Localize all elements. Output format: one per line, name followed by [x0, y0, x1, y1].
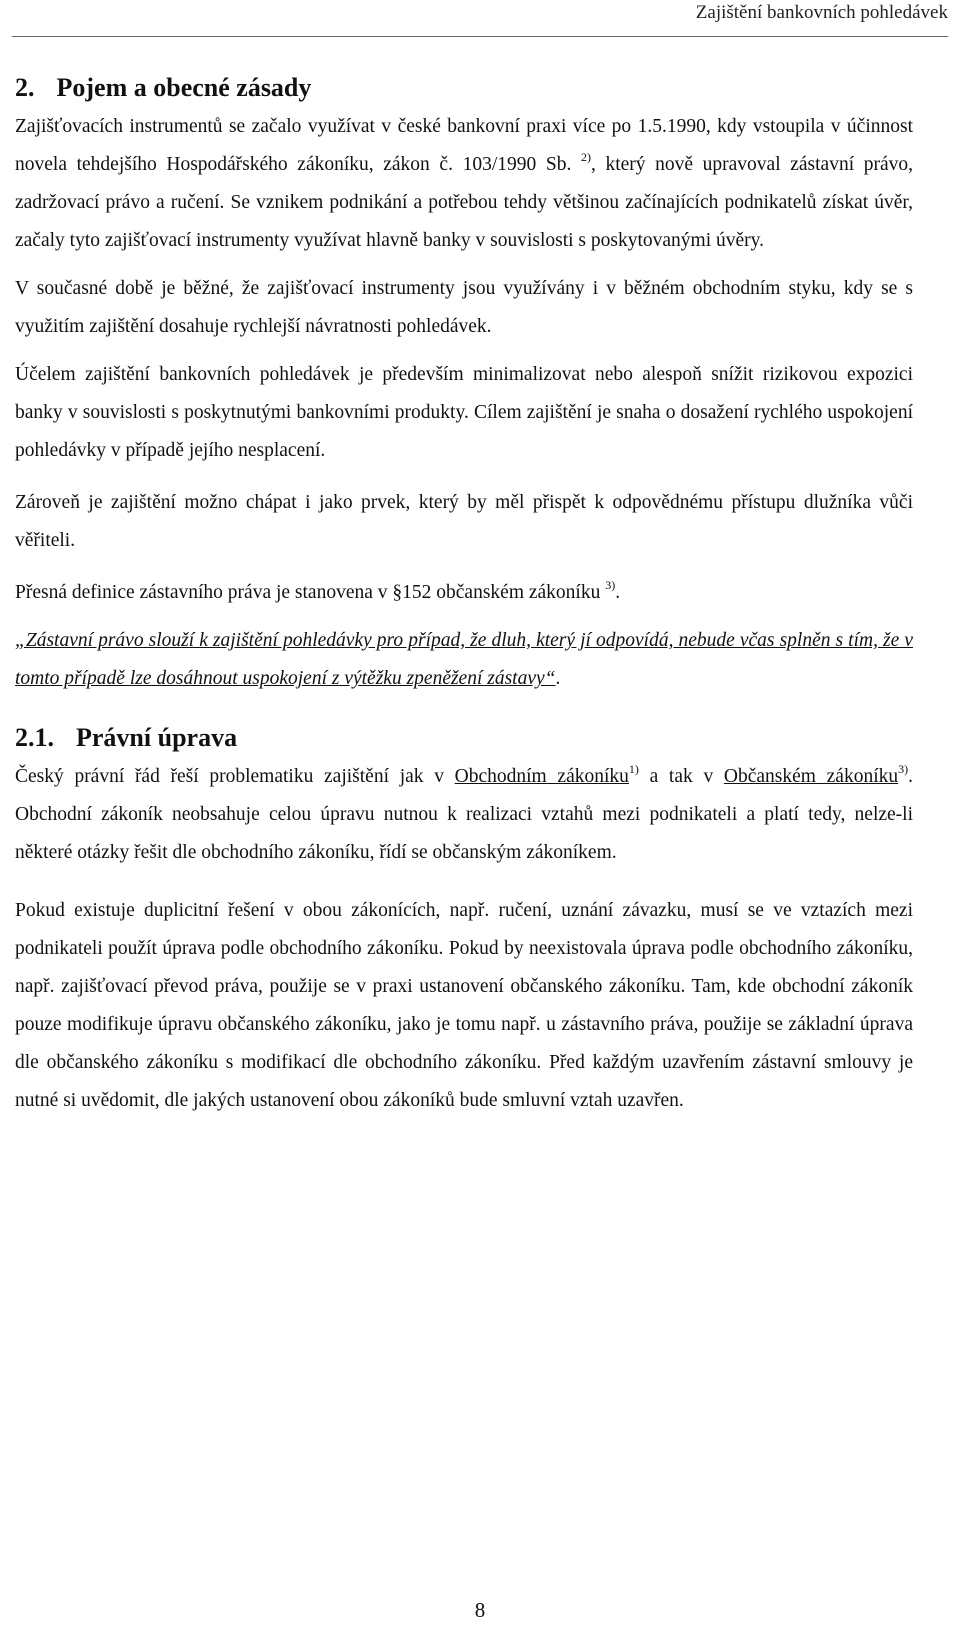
commercial-code-link[interactable]: Obchodním zákoníku	[454, 766, 629, 787]
legal-quote	[15, 622, 913, 698]
footnote-ref: 3)	[605, 578, 616, 592]
paragraph-current-practice: V současné době je běžné, že zajišťovací instrumenty jsou využívány i v běžném obchodním styku, kdy se s využitím zajištění dosahuje rychlejší návratnosti pohledávek.	[15, 278, 913, 337]
page-number: 8	[474, 1598, 486, 1622]
paragraph-end: .	[615, 582, 621, 603]
paragraph-text: Přesná definice zástavního práva je stanovena v §152 občanském zákoníku	[15, 582, 601, 603]
section-heading-2-1	[15, 718, 913, 758]
quote-text: „Zástavní právo slouží k zajištění pohledávky pro případ, že dluh, který jí odpovídá, nebude včas splněn s tím, že v tomto případě lze dosáhnout uspokojení z výtěžku zpeněžení zástavy“	[15, 630, 913, 689]
paragraph-debtor-approach: Zároveň je zajištění možno chápat i jako prvek, který by měl přispět k odpovědnému přístupu dlužníka vůči věřiteli.	[15, 492, 913, 551]
paragraph-duplicate-rules: Pokud existuje duplicitní řešení v obou zákonících, např. ručení, uznání závazku, musí se ve vztazích mezi podnikateli použít úprava podle obchodního zákoníku. Pokud by neexistovala úprava podle obchodního zákoníku, např. zajišťovací převod práva, použije se v praxi ustanovení občanského zákoníku. Tam, kde obchodní zákoník pouze modifikuje úpravu občanského zákoníku, jako je tomu např. u zástavního práva, použije se základní úprava dle občanského zákoníku s modifikací dle obchodního zákoníku. Před každým uzavřením zástavní smlouvy je nutné si uvědomit, dle jakých ustanovení obou zákoníků bude smluvní vztah uzavřen.	[15, 900, 913, 1111]
paragraph-history	[15, 108, 913, 260]
paragraph-text: a tak v	[638, 766, 724, 787]
section-heading-2	[15, 68, 913, 108]
section-title: Právní úprava	[76, 723, 238, 752]
paragraph-text: . Obchodní zákoník neobsahuje celou úpravu nutnou k realizaci vztahů mezi podnikateli a platí tedy, nelze-li některé otázky řešit dle obchodního zákoníku, řídí se občanským zákoníkem.	[15, 766, 913, 863]
section-title: Pojem a obecné zásady	[56, 73, 312, 102]
paragraph-text: , který nově upravoval zástavní právo, zadržovací právo a ručení. Se vznikem podnikání a potřebou tehdy většinou začínajících podnikatelů získat úvěr, začaly tyto zajišťovací instrumenty využívat hlavně banky v souvislosti s poskytovanými úvěry.	[15, 154, 914, 251]
footnote-ref: 2)	[580, 150, 591, 164]
page-body	[15, 68, 913, 1120]
paragraph-text: Zajišťovacích instrumentů se začalo využívat v české bankovní praxi více po 1.5.1990, kdy vstoupila v účinnost novela tehdejšího Hospodářského zákoníku, zákon č. 103/1990 Sb.	[15, 116, 913, 175]
footnote-ref: 3)	[898, 762, 909, 776]
paragraph-purpose: Účelem zajištění bankovních pohledávek je především minimalizovat nebo alespoň snížit rizikovou expozici banky v souvislosti s poskytnutými bankovními produkty. Cílem zajištění je snaha o dosažení rychlého uspokojení pohledávky v případě jejího nesplacení.	[15, 364, 913, 461]
paragraph-legal-framework	[15, 758, 913, 872]
header-rule	[12, 36, 948, 37]
paragraph-definition	[15, 574, 913, 612]
section-number: 2.1.	[15, 723, 54, 752]
footnote-ref: 1)	[628, 762, 639, 776]
civil-code-link[interactable]: Občanském zákoníku	[723, 766, 899, 787]
section-number: 2.	[15, 73, 35, 102]
running-header: Zajištění bankovních pohledávek	[695, 2, 948, 23]
quote-end: .	[555, 668, 561, 689]
paragraph-text: Český právní řád řeší problematiku zajištění jak v	[15, 766, 455, 787]
